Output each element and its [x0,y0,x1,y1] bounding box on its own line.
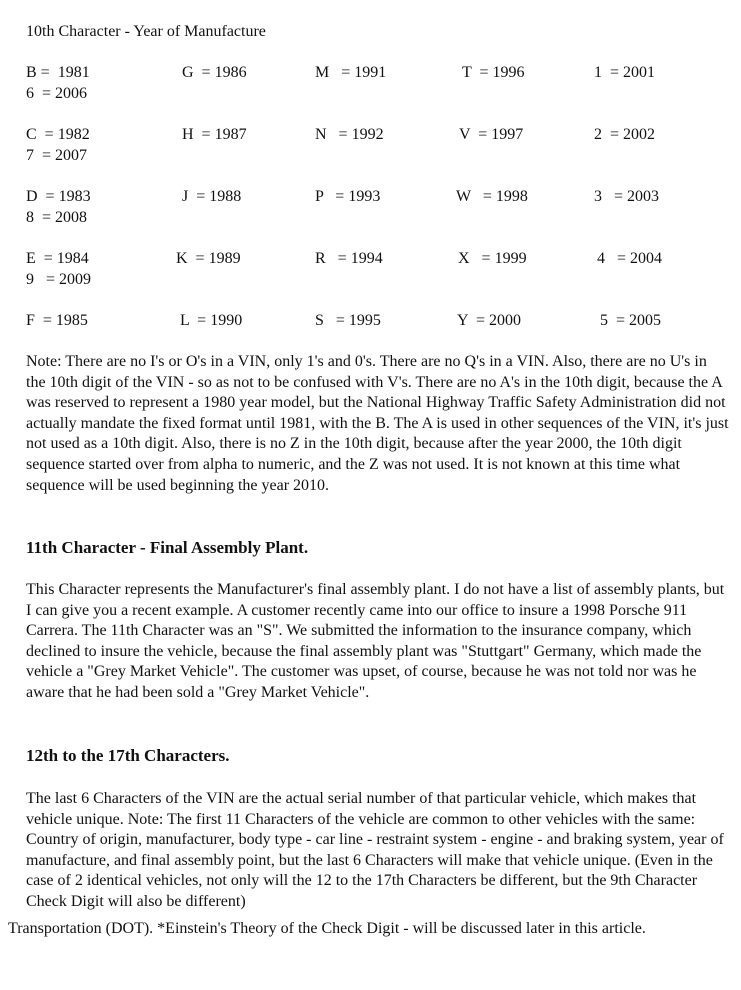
year-cell: 1 = 2001 [594,64,656,81]
year-cell: C = 1982 [26,126,90,143]
year-cell: 2 = 2002 [594,126,656,143]
year-cell: G = 1986 [182,64,247,81]
year-cell-wrap: 6 = 2006 [26,85,88,102]
year-cell: L = 1990 [180,312,243,329]
section-10-note: Note: There are no I's or O's in a VIN, only 1's and 0's. There are no Q's in a VIN. Also, there are no U's in the 10th digit of the VIN - so as not to be confused with V's. There are no A's in the 10th digit, because the A was reserved to represent a 1980 year model, but the National Highway Traffic Safety Administration did not actually mandate the fixed format until 1981, with the B. The A is used in other sequences of the VIN, it's just not used as a 10th digit. Also, there is no Z in the 10th digit, because after the year 2000, the 10th digit sequence started over from alpha to numeric, and the Z was not used. It is not known at this time what sequence will be used beginning the year 2010. [26,353,729,494]
year-cell: Y = 2000 [457,312,521,329]
year-cell: K = 1989 [176,250,241,267]
overlapping-continuation-text: Transportation (DOT). *Einstein's Theory of the Check Digit - will be discussed later in this article. [8,920,646,937]
year-cell: B = 1981 [26,64,90,81]
year-cell: V = 1997 [459,126,524,143]
section-12-body: The last 6 Characters of the VIN are the actual serial number of that particular vehicle, which makes that vehicle unique. Note: The first 11 Characters of the vehicle are common to other vehicles with the same: Country of origin, manufacturer, body type - car line - restraint system - engine - and braking system, year of manufacture, and final assembly point, but the last 6 Characters will make that vehicle unique. (Even in the case of 2 identical vehicles, not only will the 12 to the 17th Characters be different, but the 9th Character Check Digit will also be different) [26,790,724,910]
year-cell: M = 1991 [315,64,387,81]
section-12-heading: 12th to the 17th Characters. [26,746,230,765]
year-cell: 4 = 2004 [597,250,663,267]
year-cell: X = 1999 [458,250,527,267]
year-cell-wrap: 9 = 2009 [26,271,92,288]
year-cell: 5 = 2005 [600,312,662,329]
section-11-heading: 11th Character - Final Assembly Plant. [26,538,309,557]
section-11-body: This Character represents the Manufacturer's final assembly plant. I do not have a list of assembly plants, but I can give you a recent example. A customer recently came into our office to insure a 1998 Porsche 911 Carrera. The 11th Character was an "S". We submitted the information to the insurance company, which declined to insure the vehicle, because the final assembly plant was "Stuttgart" Germany, which made the vehicle a "Grey Market Vehicle". The customer was upset, of course, because he was not told nor was he aware that he had been sold a "Grey Market Vehicle". [26,581,725,701]
year-cell: W = 1998 [456,188,528,205]
year-cell: P = 1993 [315,188,381,205]
year-cell: H = 1987 [182,126,247,143]
year-cell: J = 1988 [182,188,242,205]
year-cell: D = 1983 [26,188,91,205]
year-cell: S = 1995 [315,312,381,329]
year-cell: T = 1996 [462,64,525,81]
year-cell-wrap: 8 = 2008 [26,209,88,226]
year-cell: F = 1985 [26,312,88,329]
year-cell: N = 1992 [315,126,384,143]
year-cell: R = 1994 [315,250,383,267]
section-10-title: 10th Character - Year of Manufacture [26,23,266,40]
year-cell: E = 1984 [26,250,89,267]
year-cell: 3 = 2003 [594,188,660,205]
year-cell-wrap: 7 = 2007 [26,147,88,164]
